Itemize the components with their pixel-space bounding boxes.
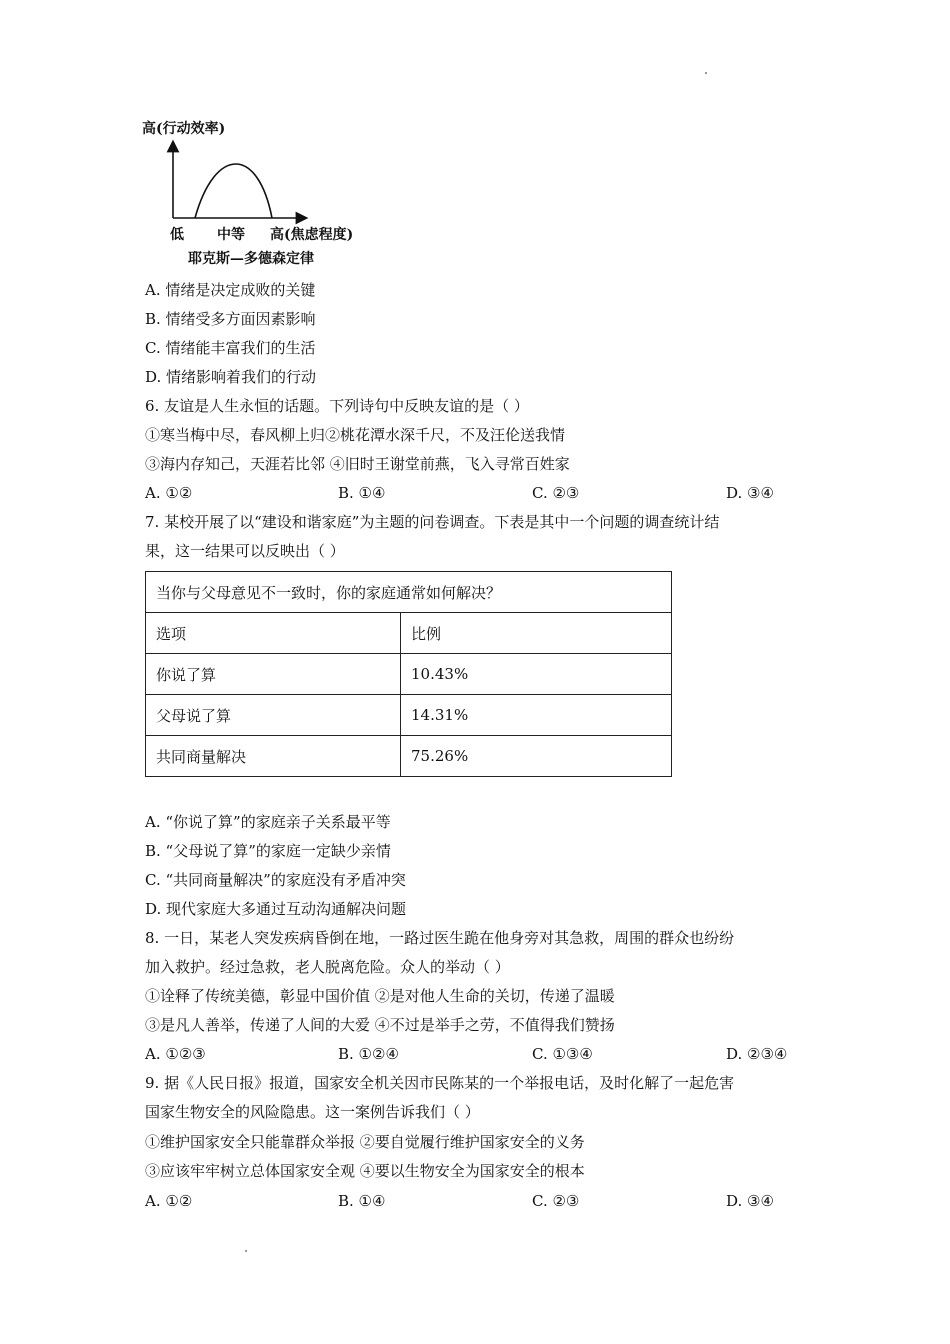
table-header-ratio: 比例 [401, 613, 672, 654]
q5-option-c: C. 情绪能丰富我们的生活 [145, 339, 316, 357]
table-row [146, 613, 672, 654]
table-question: 当你与父母意见不一致时，你的家庭通常如何解决？ [146, 572, 672, 613]
table-cell: 你说了算 [146, 654, 401, 695]
q9-stem-1: 9. 据《人民日报》报道，国家安全机关因市民陈某的一个举报电话，及时化解了一起危害 [145, 1074, 735, 1092]
table-cell: 10.43% [401, 654, 672, 695]
q5-option-b: B. 情绪受多方面因素影响 [145, 310, 316, 328]
q6-option-d: D. ③④ [726, 484, 774, 502]
q6-options [145, 482, 805, 504]
q8-option-c: C. ①③④ [532, 1045, 593, 1063]
q7-option-c: C. “共同商量解决”的家庭没有矛盾冲突 [145, 871, 406, 889]
q8-stem-1: 8. 一日，某老人突发疾病昏倒在地，一路过医生跪在他身旁对其急救，周围的群众也纷纷 [145, 929, 735, 947]
figure-caption: 耶克斯—多德森定律 [188, 251, 314, 267]
q7-option-d: D. 现代家庭大多通过互动沟通解决问题 [145, 900, 407, 918]
table-row [146, 654, 672, 695]
q9-item-1: ①维护国家安全只能靠群众举报 ②要自觉履行维护国家安全的义务 [145, 1133, 585, 1151]
q6-stem: 6. 友谊是人生永恒的话题。下列诗句中反映友谊的是（ ） [145, 397, 529, 415]
q8-option-a: A. ①②③ [145, 1045, 206, 1063]
q9-item-2: ③应该牢牢树立总体国家安全观 ④要以生物安全为国家安全的根本 [145, 1162, 585, 1180]
table-row [146, 695, 672, 736]
x-label-mid: 中等 [217, 227, 245, 243]
q7-stem-1: 7. 某校开展了以“建设和谐家庭”为主题的问卷调查。下表是其中一个问题的调查统计结 [145, 513, 720, 531]
table-header-option: 选项 [146, 613, 401, 654]
table-cell: 父母说了算 [146, 695, 401, 736]
x-label-high: 高(焦虑程度) [270, 227, 354, 243]
q6-item-1: ①寒当梅中尽，春风柳上归②桃花潭水深千尺，不及汪伦送我情 [145, 426, 566, 444]
table-cell: 75.26% [401, 736, 672, 777]
table-cell: 共同商量解决 [146, 736, 401, 777]
q8-stem-2: 加入救护。经过急救，老人脱离危险。众人的举动（ ） [145, 958, 510, 976]
q6-option-b: B. ①④ [338, 484, 386, 502]
x-label-low: 低 [170, 227, 184, 243]
q7-option-b: B. “父母说了算”的家庭一定缺少亲情 [145, 842, 391, 860]
q8-option-b: B. ①②④ [338, 1045, 399, 1063]
y-axis-label: 高(行动效率) [142, 121, 226, 137]
q7-stem-2: 果，这一结果可以反映出（ ） [145, 542, 345, 560]
q9-option-d: D. ③④ [726, 1192, 774, 1210]
q9-option-b: B. ①④ [338, 1192, 386, 1210]
footer-dot [245, 1250, 247, 1252]
q9-stem-2: 国家生物安全的风险隐患。这一案例告诉我们（ ） [145, 1103, 480, 1121]
q8-options [145, 1043, 805, 1065]
survey-table [145, 571, 672, 777]
table-row [146, 736, 672, 777]
yerkes-dodson-figure [140, 116, 380, 276]
q8-item-1: ①诠释了传统美德，彰显中国价值 ②是对他人生命的关切，传递了温暖 [145, 987, 615, 1005]
q5-option-d: D. 情绪影响着我们的行动 [145, 368, 317, 386]
table-row [146, 572, 672, 613]
q9-option-a: A. ①② [145, 1192, 193, 1210]
q7-option-a: A. “你说了算”的家庭亲子关系最平等 [145, 813, 391, 831]
q8-item-2: ③是凡人善举，传递了人间的大爱 ④不过是举手之劳，不值得我们赞扬 [145, 1016, 615, 1034]
q9-option-c: C. ②③ [532, 1192, 580, 1210]
q6-item-2: ③海内存知己，天涯若比邻 ④旧时王谢堂前燕，飞入寻常百姓家 [145, 455, 570, 473]
table-cell: 14.31% [401, 695, 672, 736]
q6-option-c: C. ②③ [532, 484, 580, 502]
q8-option-d: D. ②③④ [726, 1045, 788, 1063]
q5-option-a: A. 情绪是决定成败的关键 [145, 281, 316, 299]
q9-options [145, 1190, 805, 1212]
q6-option-a: A. ①② [145, 484, 193, 502]
efficiency-curve [195, 164, 272, 218]
corner-dot [705, 72, 707, 74]
